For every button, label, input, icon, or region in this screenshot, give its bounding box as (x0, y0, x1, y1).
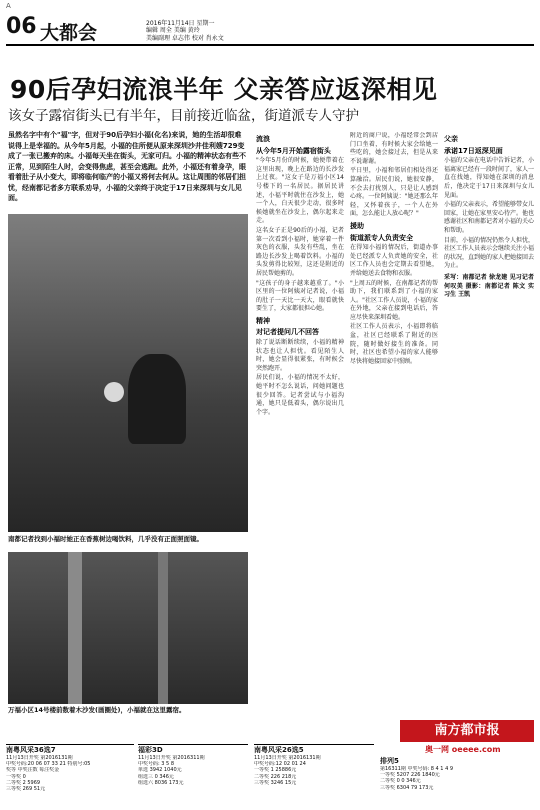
lottery-line: 三等奖 3246 15元 (254, 779, 297, 786)
lottery-block (6, 744, 134, 806)
article-column (256, 132, 344, 722)
lottery-block (254, 744, 374, 806)
lottery-line: 组选三 0 346元 (138, 773, 174, 780)
section-subheading: 承诺17日返深见面 (444, 146, 503, 155)
body-paragraph: 平日里，小福和邻居们相处得还算融洽。居民们说，她很安静，不会去打扰别人，只是让人感到心疼。一位阿姨说："她还那么年轻，又怀着孩子，一个人在外面，怎么能让人放心呢？" (350, 167, 438, 218)
lottery-title: 排列5 (380, 757, 399, 765)
editors (146, 27, 224, 43)
lottery-line: 二等奖 2 5969 (6, 779, 41, 786)
lottery-line: 11月13日开奖 第2016131期 (254, 755, 321, 761)
photo-pillar (68, 552, 82, 704)
body-paragraph: 小福的父亲在电话中告诉记者，小福离家已经有一段时间了，家人一直在找她，得知她在深圳的消息后，他决定于17日来深圳与女儿见面。 (444, 157, 534, 199)
body-paragraph: "这孩子的身子越来越重了。"小区里的一位阿姨对记者说，小福的肚子一天比一天大，眼看就快要生了，大家都很担心她。 (256, 279, 344, 313)
photo-figure (128, 354, 186, 444)
body-paragraph: 这名女子正是90后的小福，记者第一次看到小福时，她穿着一件灰色的衣服，头发有些乱，坐在路边长沙发上喝着饮料。小福的头发剪得比较短，这还是附近的居民帮她剪的。 (256, 226, 344, 277)
lottery-line: 一等奖 5207 226 1840元 (380, 772, 440, 779)
body-paragraph: "今年5月份的时候，她便带着在这里出现，晚上在路边的长沙发上过夜。"这女子是万福小区14号楼下的一名居民。据居民讲述，小福平时就住在沙发上，她一个人，白天很少走动，很多时候她就坐在沙发上，偶尔起来走走。 (256, 157, 344, 225)
body-paragraph: 附近的商户说，小福经常会到店门口坐着，有时候大家会给她一些吃的，她会接过去，但是从来不说谢谢。 (350, 132, 438, 165)
lottery-block (138, 744, 248, 806)
section-heading: 精神 (256, 316, 270, 325)
lottery-line: 11月13日开奖 第2016131期 (6, 755, 73, 761)
lottery-title: 福彩3D (138, 746, 163, 754)
lottery-line: 中奖号码: 3 5 8 (138, 761, 174, 768)
lottery-line: 11月13日开奖 第2016311期 (138, 755, 205, 761)
section-title: 大都会 (40, 22, 98, 44)
editor-line: 编辑 周全 美编 黄玲 (146, 27, 200, 34)
section-subheading: 从今年5月开始露宿街头 (256, 146, 331, 155)
byline: 采写：南都记者 徐龙建 见习记者 何叹美 摄影：南都记者 陈文 实习生 王凯 (444, 273, 534, 299)
article-column (444, 132, 534, 722)
lottery-line: 三等奖 269 51元 (6, 786, 46, 793)
lottery-line: 二等奖 226 218元 (254, 773, 297, 780)
body-paragraph: 目前，小福的情况仍然令人担忧，社区工作人员表示会继续关注小福的状况，直到她的家人把她接回去为止。 (444, 236, 534, 270)
section-heading: 父亲 (444, 135, 458, 143)
page-header (0, 0, 540, 48)
lottery-block (380, 756, 534, 810)
photo-street-sofa (8, 552, 248, 704)
section-heading: 流浪 (256, 135, 270, 143)
body-paragraph: 小福的父亲表示，希望能够带女儿回家，让她在家里安心待产。他也感谢社区和南都记者对小福的关心和帮助。 (444, 201, 534, 234)
body-paragraph: 居民们说，小福的情况不太好，她平时不怎么说话，问她问题也很少回答。记者尝试与小福沟通，她只是低着头，偶尔说出几个字。 (256, 374, 344, 416)
body-paragraph: 社区工作人员表示，小福即将临盆，社区已经联系了附近的医院，随时做好接生的准备。同时，社区也希望小福的家人能够尽快将她接回家中照顾。 (350, 323, 438, 365)
lottery-line: 一等奖 0 (6, 773, 26, 780)
lottery-line: 二等奖 0 0 346元 (380, 778, 421, 785)
article-column (350, 132, 438, 722)
lottery-line: 一等奖 1 25886元 (254, 767, 297, 774)
photo-caption: 南都记者找到小福时她正在香蕉树边喝饮料，几乎没有正面照面镜。 (8, 535, 203, 543)
lottery-title: 南粤风采36选7 (6, 746, 56, 754)
editor-line: 美编副理 卓志伟 校对 肖永文 (146, 35, 224, 42)
section-subheading: 街道派专人负责安全 (350, 233, 413, 242)
newspaper-banner: 南方都市报 (400, 720, 534, 742)
body-paragraph: "上周五的时候，在南都记者的帮助下，我们联系到了小福的家人。"社区工作人员说，小福的家在外地，父亲在接到电话后，答应尽快来深圳看她。 (350, 279, 438, 321)
body-paragraph: 除了说话断断续续，小福的精神状态也让人担忧。看见陌生人时，她会显得很紧张，有时候会突然跑开。 (256, 339, 344, 372)
photo-highlight (104, 382, 124, 402)
section-subheading: 对记者提问几不回答 (256, 328, 319, 337)
headline: 90后孕妇流浪半年 父亲答应返深相见 (10, 75, 438, 104)
lottery-line: 三等奖 6304 79 173元 (380, 784, 434, 791)
photo-pillar (158, 552, 168, 704)
paper-logo: A (6, 2, 11, 10)
lottery-line: 奖等 中奖注数 每注奖金 (6, 767, 60, 774)
photo-pregnant-woman (8, 214, 248, 532)
lottery-title: 南粤风采26选5 (254, 746, 304, 754)
website-link[interactable]: 奥一网 oeeee.com (425, 745, 501, 754)
lottery-line: 单选 3942 1040元 (138, 767, 182, 774)
lottery-line: 中奖号码:12 02 01 24 (254, 761, 306, 768)
lead-paragraph: 虽然名字中有个"福"字，但对于90后孕妇小福(化名)来说，她的生活却很难说得上是幸福的。从今年5月起，小福的住所便从原来深圳沙井佳利嫂729变成了一张已搬弃的床。小福每天坐在街头，无家可归。小福的精神状态有些不正常，见到陌生人时，会变得焦虑，甚至会逃跑。此外，小福还有着身孕，眼看着肚子从小变大，即将临何临产的小福又将何去何从。这让周围的邻居们担忧，经南都记者多方联系劝导，小福的父亲终于决定于17日来深圳与女儿见面。 (8, 131, 246, 202)
header-rule (6, 44, 534, 46)
lottery-line: 第16311期 中奖号码: 8 4 1 4 9 (380, 766, 454, 772)
lottery-line: 组选六 8036 173元 (138, 779, 184, 786)
page-number: 06 (6, 14, 37, 39)
subheadline: 该女子露宿街头已有半年，目前接近临盆，街道派专人守护 (8, 108, 359, 124)
issue-date: 2016年11月14日 星期一 (146, 20, 215, 27)
photo-caption: 万福小区14号楼前数着木沙发(画圈处)，小福就在这里露宿。 (8, 706, 186, 714)
section-heading: 援助 (350, 221, 364, 230)
body-paragraph: 在得知小福的情况后，街道办事处已经派专人负责她的安全，社区工作人员也会定期去看望她，并给她送去食物和衣服。 (350, 244, 438, 277)
lottery-line: 中奖号码:20 06 07 33 21 特别号:05 (6, 761, 91, 768)
